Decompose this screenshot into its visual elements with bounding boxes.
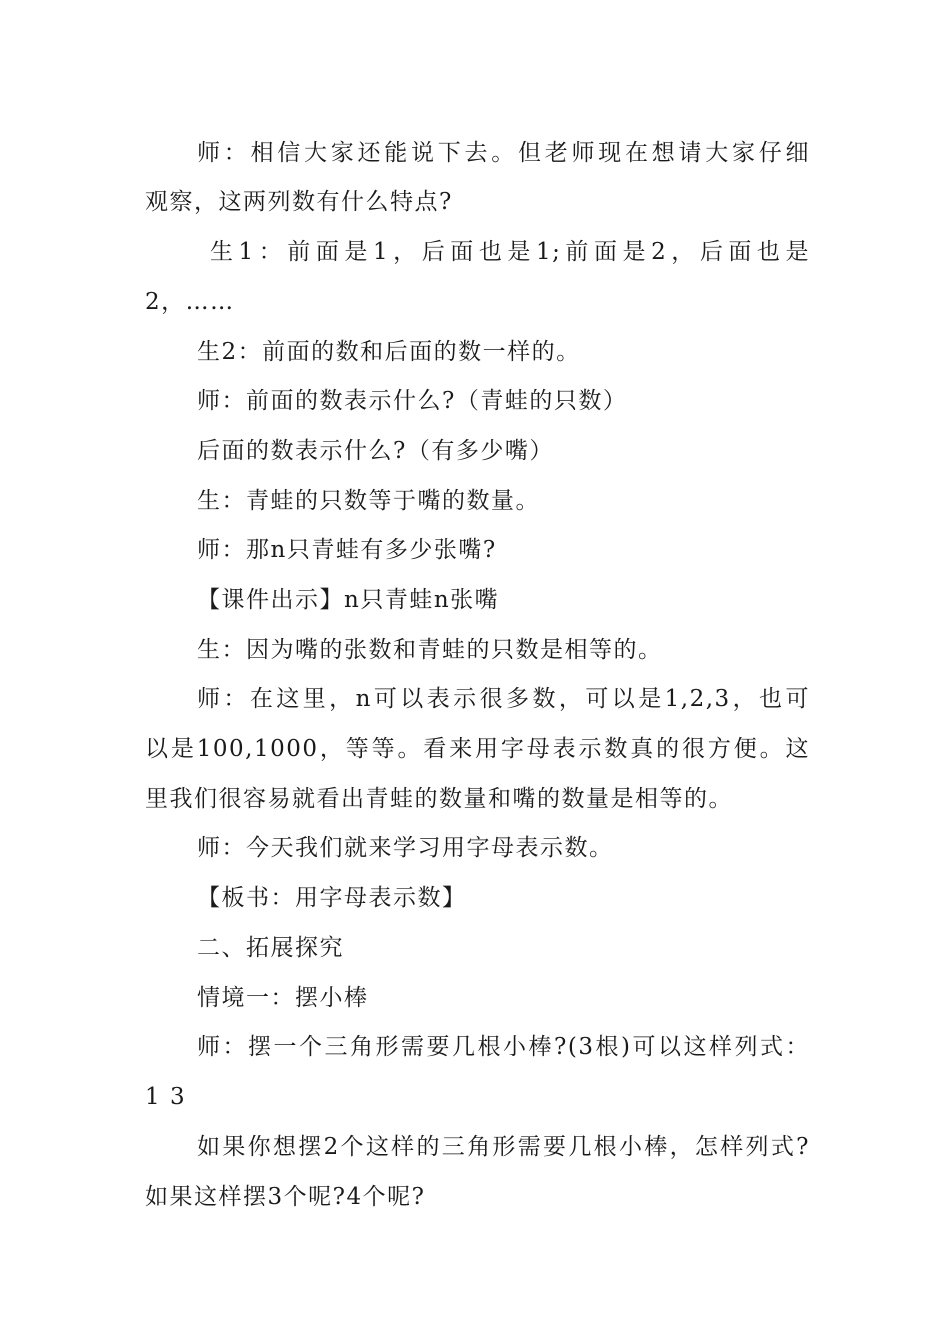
paragraph-line: 后面的数表示什么?（有多少嘴） — [197, 438, 554, 464]
paragraph-line: 如果这样摆3个呢?4个呢? — [145, 1184, 426, 1210]
section-heading: 二、拓展探究 — [197, 935, 344, 961]
paragraph-line: 里我们很容易就看出青蛙的数量和嘴的数量是相等的。 — [145, 786, 733, 812]
subsection-heading: 情境一：摆小棒 — [197, 985, 369, 1011]
paragraph-line: 生1：前面是1，后面也是1;前面是2，后面也是 — [210, 239, 810, 265]
paragraph-line: 1 3 — [145, 1084, 187, 1110]
paragraph-line: 生：因为嘴的张数和青蛙的只数是相等的。 — [197, 637, 663, 663]
paragraph-line: 师：今天我们就来学习用字母表示数。 — [197, 835, 614, 861]
paragraph-line: 师：相信大家还能说下去。但老师现在想请大家仔细 — [197, 140, 810, 166]
paragraph-line: 2，…… — [145, 289, 235, 315]
paragraph-line: 师：在这里，n可以表示很多数，可以是1,2,3，也可 — [197, 686, 810, 712]
paragraph-line: 【板书：用字母表示数】 — [197, 885, 467, 911]
paragraph-line: 师：前面的数表示什么?（青蛙的只数） — [197, 388, 628, 414]
paragraph-line: 以是100,1000，等等。看来用字母表示数真的很方便。这 — [145, 736, 810, 762]
paragraph-line: 生2：前面的数和后面的数一样的。 — [197, 339, 581, 365]
paragraph-line: 师：摆一个三角形需要几根小棒?(3根)可以这样列式： — [197, 1034, 810, 1060]
paragraph-line: 师：那n只青蛙有多少张嘴? — [197, 537, 497, 563]
paragraph-line: 观察，这两列数有什么特点? — [145, 189, 453, 215]
paragraph-line: 如果你想摆2个这样的三角形需要几根小棒，怎样列式? — [197, 1134, 810, 1160]
paragraph-line: 生：青蛙的只数等于嘴的数量。 — [197, 488, 540, 514]
paragraph-line: 【课件出示】n只青蛙n张嘴 — [197, 587, 500, 613]
